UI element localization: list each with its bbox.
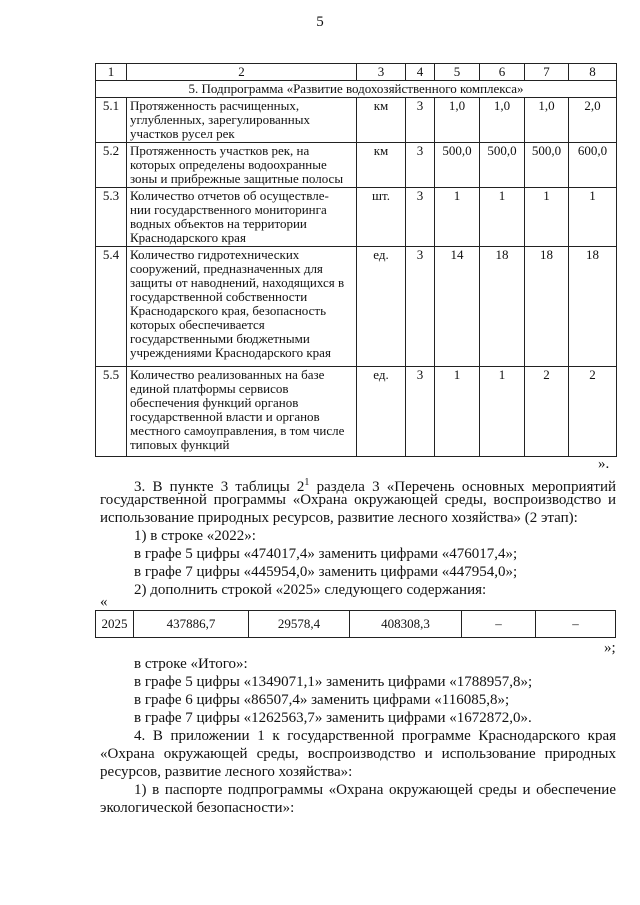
description-line: углубленных, зарегулированных	[130, 112, 310, 127]
section-title: 5. Подпрограмма «Развитие водохозяйственного комплекса»	[96, 81, 617, 98]
table-header-row	[96, 64, 617, 81]
description-line: Протяженность участков рек, на	[130, 143, 310, 158]
item4-line1: 4. В приложении 1 к государственной программе Краснодарского края	[134, 728, 616, 744]
description-line: участков русел рек	[130, 126, 235, 141]
row-status: 3	[406, 367, 435, 457]
row-value: 1	[480, 367, 525, 457]
row-unit: ед.	[357, 247, 406, 367]
description-line: которых обеспечивается	[130, 317, 265, 332]
description-line: обеспечения функций органов	[130, 395, 299, 410]
item3-line1-end: раздела 3 «Перечень основных мероприятий	[309, 479, 616, 495]
row-status: 3	[406, 98, 435, 143]
table-row	[96, 367, 617, 457]
description-line: учреждениями Краснодарского края	[130, 345, 331, 360]
table-row	[96, 247, 617, 367]
description-line: которых определены водоохранные	[130, 157, 327, 172]
itogo-c: в графе 7 цифры «1262563,7» заменить цифрами «1672872,0».	[134, 710, 532, 726]
row-description	[127, 143, 357, 188]
row-value: 600,0	[569, 143, 617, 188]
item3-line1-start: 3. В пункте 3 таблицы 2	[134, 479, 305, 495]
description-line: государственной власти и органов	[130, 409, 320, 424]
description-line: Количество реализованных на базе	[130, 367, 325, 382]
footnote-superscript: 1	[304, 477, 310, 488]
itogo-a: в графе 5 цифры «1349071,1» заменить цифрами «1788957,8»;	[134, 674, 533, 690]
description-line: Количество отчетов об осуществле-	[130, 188, 329, 203]
indicators-table	[95, 63, 617, 457]
header-cell: 2	[127, 64, 357, 81]
table-row	[96, 611, 616, 638]
description-line: Количество гидротехнических	[130, 247, 300, 262]
opening-quote: «	[100, 594, 108, 610]
header-cell: 4	[406, 64, 435, 81]
description-line: типовых функций	[130, 437, 230, 452]
row-description	[127, 188, 357, 247]
row-description	[127, 367, 357, 457]
description-line: местного самоуправления, в том числе	[130, 423, 345, 438]
header-cell: 5	[435, 64, 480, 81]
row-value: 500,0	[525, 143, 569, 188]
row-unit: км	[357, 98, 406, 143]
row-description	[127, 98, 357, 143]
description-line: Протяженность расчищенных,	[130, 98, 300, 113]
row-status: 3	[406, 247, 435, 367]
description-line: государственными бюджетными	[130, 331, 310, 346]
item3-sub1-a: в графе 5 цифры «474017,4» заменить цифрами «476017,4»;	[134, 546, 518, 562]
section-row	[96, 81, 617, 98]
closing-quote: ».	[598, 456, 610, 472]
page-number: 5	[316, 14, 324, 30]
item3-sub2: 2) дополнить строкой «2025» следующего содержания:	[134, 582, 487, 598]
header-cell: 3	[357, 64, 406, 81]
row-unit: шт.	[357, 188, 406, 247]
value-cell: 437886,7	[134, 611, 249, 638]
description-line: защиты от наводнений, находящихся в	[130, 275, 345, 290]
row-value: 1	[435, 188, 480, 247]
description-line: нии государственного мониторинга	[130, 202, 327, 217]
description-line: водных объектов на территории	[130, 216, 307, 231]
row-value: 14	[435, 247, 480, 367]
table-row	[96, 188, 617, 247]
row-status: 3	[406, 188, 435, 247]
itogo-b: в графе 6 цифры «86507,4» заменить цифрами «116085,8»;	[134, 692, 510, 708]
description-line: Краснодарского края	[130, 230, 246, 245]
row-status: 3	[406, 143, 435, 188]
row-value: 1	[480, 188, 525, 247]
row-id: 5.3	[96, 188, 127, 247]
year-cell: 2025	[96, 611, 134, 638]
row-value: 2	[525, 367, 569, 457]
row-id: 5.2	[96, 143, 127, 188]
value-cell: 408308,3	[350, 611, 462, 638]
closing-quote-2: »;	[604, 640, 616, 656]
item4-sub1-line1: 1) в паспорте подпрограммы «Охрана окружающей среды и обеспечение	[134, 782, 616, 798]
value-cell: 29578,4	[249, 611, 350, 638]
row-description	[127, 247, 357, 367]
table-row	[96, 98, 617, 143]
item3-sub1-b: в графе 7 цифры «445954,0» заменить цифрами «447954,0»;	[134, 564, 518, 580]
row-id: 5.4	[96, 247, 127, 367]
row-value: 1,0	[480, 98, 525, 143]
row-value: 1	[569, 188, 617, 247]
row-value: 2	[569, 367, 617, 457]
header-cell: 8	[569, 64, 617, 81]
value-cell: –	[462, 611, 536, 638]
item3-line2: государственной программы «Охрана окружающей среды, воспроизводство и	[100, 492, 616, 508]
row-unit: ед.	[357, 367, 406, 457]
row-value: 1	[525, 188, 569, 247]
funding-row-table	[95, 610, 616, 638]
row-value: 18	[480, 247, 525, 367]
row-value: 1,0	[525, 98, 569, 143]
row-id: 5.5	[96, 367, 127, 457]
header-cell: 1	[96, 64, 127, 81]
item3-sub1: 1) в строке «2022»:	[134, 528, 256, 544]
description-line: зоны и прибрежные защитные полосы	[130, 171, 344, 186]
row-value: 500,0	[480, 143, 525, 188]
item4-line3: ресурсов, развитие лесного хозяйства»:	[100, 764, 353, 780]
description-line: сооружений, предназначенных для	[130, 261, 323, 276]
itogo-title: в строке «Итого»:	[134, 656, 248, 672]
row-value: 1,0	[435, 98, 480, 143]
header-cell: 7	[525, 64, 569, 81]
table-row	[96, 143, 617, 188]
value-cell: –	[536, 611, 616, 638]
item3-line3: использование природных ресурсов, развитие лесного хозяйства» (2 этап):	[100, 510, 578, 526]
row-unit: км	[357, 143, 406, 188]
row-id: 5.1	[96, 98, 127, 143]
header-cell: 6	[480, 64, 525, 81]
description-line: Краснодарского края, безопасность	[130, 303, 327, 318]
row-value: 1	[435, 367, 480, 457]
row-value: 500,0	[435, 143, 480, 188]
description-line: государственной собственности	[130, 289, 308, 304]
item4-sub1-line2: экологической безопасности»:	[100, 800, 295, 816]
row-value: 18	[569, 247, 617, 367]
row-value: 2,0	[569, 98, 617, 143]
item4-line2: «Охрана окружающей среды, воспроизводство и использование природных	[100, 746, 616, 762]
description-line: единой платформы сервисов	[130, 381, 289, 396]
row-value: 18	[525, 247, 569, 367]
